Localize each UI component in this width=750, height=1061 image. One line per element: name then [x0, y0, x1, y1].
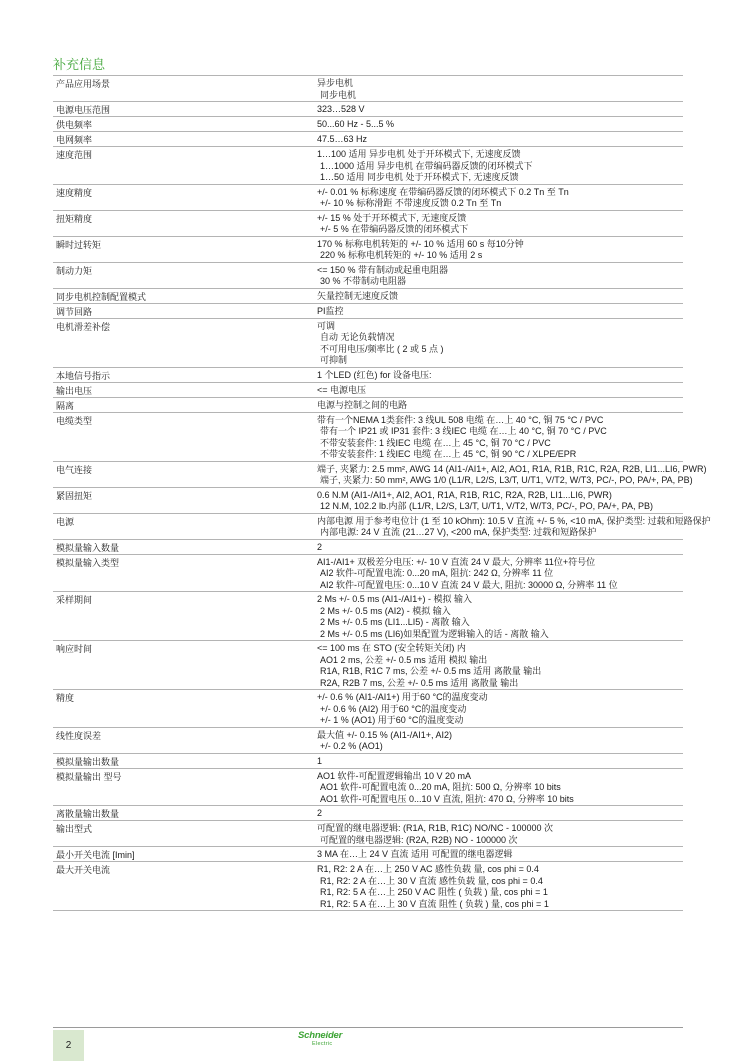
spec-value-line: 可抑制 [320, 355, 348, 365]
spec-value-line: 1…50 适用 同步电机 处于开环模式下, 无速度反馈 [320, 172, 519, 182]
spec-row [53, 540, 683, 555]
spec-value-line: 1 [317, 755, 323, 766]
spec-values [315, 119, 683, 131]
spec-label: 精度 [56, 693, 75, 703]
spec-value-line: AO1 软件-可配置电流 0...20 mA, 阻抗: 500 Ω, 分辨率 10 bits [320, 782, 561, 792]
spec-label: 模拟量输入类型 [56, 557, 120, 568]
spec-row [53, 398, 683, 413]
spec-value-line: AI2 软件-可配置电压: 0...10 V 直流 24 V 最大, 阻抗: 30000 Ω, 分辨率 11 位 [320, 579, 618, 590]
spec-value-line: 0.6 N.M (AI1-/AI1+, AI2, AO1, R1A, R1B, R1C, R2A, R2B, LI1...LI6, PWR) [317, 489, 612, 500]
spec-value-line: 带有一个NEMA 1类套件: 3 线UL 508 电缆 在…上 40 °C, 铜 75 °C / PVC [317, 414, 604, 425]
spec-value-line: 47.5…63 Hz [317, 134, 368, 144]
spec-value-line: 2 Ms +/- 0.5 ms (LI1...LI5) - 离散 输入 [320, 617, 470, 627]
footer-divider [53, 1027, 683, 1028]
spec-label: 紧固扭矩 [56, 490, 93, 501]
spec-value-line: 50...60 Hz - 5...5 % [317, 119, 395, 129]
spec-value-line: 内部电源: 24 V 直流 (21…27 V), <200 mA, 保护类型: 过载和短路保护 [320, 527, 597, 537]
spec-label: 调节回路 [56, 306, 93, 317]
spec-label: 扭矩精度 [56, 213, 93, 224]
spec-value-line: 2 Ms +/- 0.5 ms (LI6)如果配置为逻辑输入的话 - 离散 输入 [320, 628, 549, 639]
spec-values [315, 756, 683, 768]
spec-value-line: +/- 0.2 % (AO1) [320, 741, 383, 751]
spec-values [315, 78, 683, 101]
spec-values [315, 385, 683, 397]
spec-values [315, 594, 683, 640]
spec-label: 瞬时过转矩 [56, 239, 102, 250]
spec-row [53, 304, 683, 319]
spec-value-line: 带有一个 IP21 或 IP31 套件: 3 线IEC 电缆 在…上 40 °C, 铜 70 °C / PVC [320, 426, 607, 436]
spec-row [53, 862, 683, 911]
spec-value-line: AI1-/AI1+ 双极差分电压: +/- 10 V 直流 24 V 最大, 分辨率 11位+符号位 [317, 556, 596, 567]
spec-row [53, 690, 683, 728]
spec-value-line: 12 N.M, 102.2 lb.内部 (L1/R, L2/S, L3/T, U/T1, V/T2, W/T3, PC/-, PO, PA/+, PA, PB) [320, 501, 654, 511]
spec-row [53, 769, 683, 807]
spec-values [315, 542, 683, 554]
spec-value-line: 1 个LED (红色) for 设备电压: [317, 369, 432, 380]
spec-values [315, 291, 683, 303]
spec-values [315, 104, 683, 116]
spec-label: 采样期间 [56, 595, 93, 605]
spec-values [315, 490, 683, 513]
spec-value-line: 2 [317, 808, 323, 818]
spec-value-line: +/- 0.01 % 标称速度 在带编码器反馈的闭环模式下 0.2 Tn 至 Tn [317, 186, 569, 197]
page-number: 2 [53, 1030, 84, 1061]
spec-value-line: 电源与控制之间的电路 [317, 399, 408, 410]
spec-values [315, 265, 683, 288]
spec-value-line: 端子, 夹紧力: 2.5 mm², AWG 14 (AI1-/AI1+, AI2, AO1, R1A, R1B, R1C, R2A, R2B, LI1...LI6, PWR) [317, 463, 707, 474]
spec-values [315, 823, 683, 846]
spec-value-line: 2 [317, 541, 323, 552]
spec-label: 电机滑差补偿 [56, 321, 111, 332]
spec-label: 制动力矩 [56, 265, 93, 276]
spec-label: 电缆类型 [56, 415, 93, 426]
spec-value-line: 2 Ms +/- 0.5 ms (AI2) - 模拟 输入 [320, 605, 451, 616]
spec-values [315, 692, 683, 727]
spec-row [53, 754, 683, 769]
spec-value-line: AO1 软件-可配置电压 0...10 V 直流, 阻抗: 470 Ω, 分辨率 10 bits [320, 793, 574, 804]
spec-value-line: R1, R2: 5 A 在…上 30 V 直流 阻性 ( 负载 ) 量, cos phi = 1 [320, 898, 549, 909]
spec-row [53, 821, 683, 847]
spec-values [315, 134, 683, 146]
spec-values [315, 864, 683, 910]
spec-value-line: +/- 10 % 标称滑距 不带速度反馈 0.2 Tn 至 Tn [320, 198, 502, 208]
spec-value-line: <= 150 % 带有制动或起重电阻器 [317, 264, 449, 275]
spec-value-line: <= 100 ms 在 STO (安全转矩关闭) 内 [317, 643, 466, 653]
spec-value-line: R1A, R1B, R1C 7 ms, 公差 +/- 0.5 ms 适用 离散量 输出 [320, 666, 542, 676]
spec-label: 最小开关电流 [Imin] [56, 850, 135, 860]
spec-row [53, 462, 707, 488]
spec-value-line: 可配置的继电器逻辑: (R2A, R2B) NO - 100000 次 [320, 834, 518, 845]
spec-label: 线性度误差 [56, 730, 102, 741]
spec-values [315, 643, 683, 689]
spec-value-line: 端子, 夹紧力: 50 mm², AWG 1/0 (L1/R, L2/S, L3/T, U/T1, V/T2, W/T3, PC/-, PO, PA/+, PA, PB) [320, 475, 693, 485]
spec-value-line: R1, R2: 5 A 在…上 250 V AC 阻性 ( 负载 ) 量, cos phi = 1 [320, 887, 548, 897]
spec-value-line: 可配置的继电器逻辑: (R1A, R1B, R1C) NO/NC - 100000 次 [317, 823, 554, 833]
spec-label: 隔离 [56, 400, 75, 411]
spec-values [315, 213, 683, 236]
spec-row [53, 383, 683, 398]
spec-value-line: 可调 [317, 320, 336, 331]
spec-value-line: 3 MA 在…上 24 V 直流 适用 可配置的继电器逻辑 [317, 849, 513, 859]
spec-label: 最大开关电流 [56, 865, 111, 875]
spec-value-line: +/- 5 % 在带编码器反馈的闭环模式下 [320, 224, 469, 234]
spec-values [315, 515, 711, 539]
spec-label: 离散量输出数量 [56, 809, 120, 819]
spec-value-line: R1, R2: 2 A 在…上 250 V AC 感性负载 量, cos phi = 0.4 [317, 864, 539, 874]
spec-values [315, 149, 683, 184]
spec-row [53, 806, 683, 821]
spec-row [53, 117, 683, 132]
spec-label: 产品应用场景 [56, 79, 111, 89]
spec-row [53, 237, 683, 263]
spec-label: 电源 [56, 516, 75, 527]
spec-value-line: 1…1000 适用 异步电机 在带编码器反馈的闭环模式下 [320, 160, 533, 171]
spec-value-line: 170 % 标称电机转矩的 +/- 10 % 适用 60 s 每10分钟 [317, 238, 524, 249]
spec-value-line: <= 电源电压 [317, 384, 367, 395]
logo-subtext: Electric [312, 1041, 333, 1047]
spec-value-line: AO1 2 ms, 公差 +/- 0.5 ms 适用 模拟 输出 [320, 654, 488, 665]
spec-value-line: 矢量控制无速度反馈 [317, 290, 399, 301]
spec-label: 同步电机控制配置模式 [56, 291, 147, 302]
spec-label: 供电频率 [56, 120, 93, 130]
spec-label: 速度范围 [56, 150, 93, 160]
spec-label: 电网频率 [56, 135, 93, 145]
spec-values [315, 187, 683, 210]
schneider-electric-logo [298, 1030, 358, 1052]
spec-row [53, 132, 683, 147]
spec-value-line: 同步电机 [320, 89, 357, 100]
spec-row [53, 592, 683, 641]
spec-value-line: +/- 0.6 % (AI2) 用于60 °C的温度变动 [320, 703, 467, 714]
spec-values [315, 239, 683, 262]
spec-row [53, 413, 683, 462]
spec-values [315, 557, 683, 592]
spec-row [53, 514, 711, 540]
spec-row [53, 319, 683, 368]
spec-values [315, 808, 683, 820]
spec-label: 电源电压范围 [56, 105, 111, 115]
spec-value-line: 2 Ms +/- 0.5 ms (AI1-/AI1+) - 模拟 输入 [317, 594, 473, 604]
spec-value-line: 30 % 不带制动电阻器 [320, 276, 407, 286]
spec-label: 本地信号指示 [56, 370, 111, 381]
spec-label: 响应时间 [56, 644, 93, 654]
spec-value-line: R1, R2: 2 A 在…上 30 V 直流 感性负载 量, cos phi = 0.4 [320, 875, 543, 886]
spec-value-line: 不带安装套件: 1 线IEC 电缆 在…上 45 °C, 铜 90 °C / XLPE/EPR [320, 449, 577, 459]
spec-row [53, 185, 683, 211]
spec-value-line: PI监控 [317, 305, 344, 316]
spec-row [53, 289, 683, 304]
spec-label: 模拟量输出 型号 [56, 771, 122, 782]
spec-value-line: 自动 无论负载情况 [320, 332, 395, 342]
spec-row [53, 555, 683, 593]
spec-row [53, 263, 683, 289]
spec-row [53, 368, 683, 383]
spec-value-line: +/- 15 % 处于开环模式下, 无速度反馈 [317, 212, 467, 223]
section-title: 补充信息 [53, 57, 106, 72]
spec-value-line: 不带安装套件: 1 线IEC 电缆 在…上 45 °C, 铜 70 °C / PVC [320, 437, 551, 448]
spec-row [53, 147, 683, 185]
spec-value-line: +/- 1 % (AO1) 用于60 °C的温度变动 [320, 715, 464, 725]
spec-values [315, 849, 683, 861]
spec-row [53, 728, 683, 754]
spec-value-line: 不可用电压/频率比 ( 2 或 5 点 ) [320, 343, 444, 354]
spec-row [53, 847, 683, 862]
spec-values [315, 771, 683, 806]
spec-value-line: 异步电机 [317, 78, 354, 88]
spec-label: 速度精度 [56, 187, 93, 198]
spec-values [315, 730, 683, 753]
spec-label: 模拟量输入数量 [56, 542, 120, 553]
spec-value-line: +/- 0.6 % (AI1-/AI1+) 用于60 °C的温度变动 [317, 692, 488, 702]
spec-label: 输出电压 [56, 385, 93, 396]
spec-table [53, 75, 711, 911]
spec-values [315, 321, 683, 367]
spec-label: 输出型式 [56, 824, 93, 834]
spec-value-line: 220 % 标称电机转矩的 +/- 10 % 适用 2 s [320, 250, 483, 260]
spec-value-line: 最大值 +/- 0.15 % (AI1-/AI1+, AI2) [317, 729, 453, 740]
spec-values [315, 306, 683, 318]
logo-wordmark: Schneider [298, 1030, 343, 1041]
spec-label: 模拟量输出数量 [56, 756, 120, 767]
spec-value-line: AI2 软件-可配置电流: 0...20 mA, 阻抗: 242 Ω, 分辨率 11 位 [320, 568, 554, 578]
spec-row [53, 211, 683, 237]
spec-values [315, 415, 683, 461]
spec-value-line: R2A, R2B 7 ms, 公差 +/- 0.5 ms 适用 离散量 输出 [320, 677, 519, 688]
spec-row [53, 102, 683, 117]
spec-row [53, 488, 683, 514]
spec-values [315, 370, 683, 382]
spec-row [53, 641, 683, 690]
spec-value-line: 323…528 V [317, 104, 365, 114]
spec-values [315, 463, 707, 487]
spec-row [53, 76, 683, 102]
spec-value-line: AO1 软件-可配置逻辑输出 10 V 20 mA [317, 770, 472, 781]
spec-value-line: 1…100 适用 异步电机 处于开环模式下, 无速度反馈 [317, 149, 521, 159]
spec-label: 电气连接 [56, 464, 93, 475]
spec-values [315, 400, 683, 412]
spec-value-line: 内部电源 用于参考电位计 (1 至 10 kOhm): 10.5 V 直流 +/- 5 %, <10 mA, 保护类型: 过载和短路保护 [317, 515, 711, 526]
